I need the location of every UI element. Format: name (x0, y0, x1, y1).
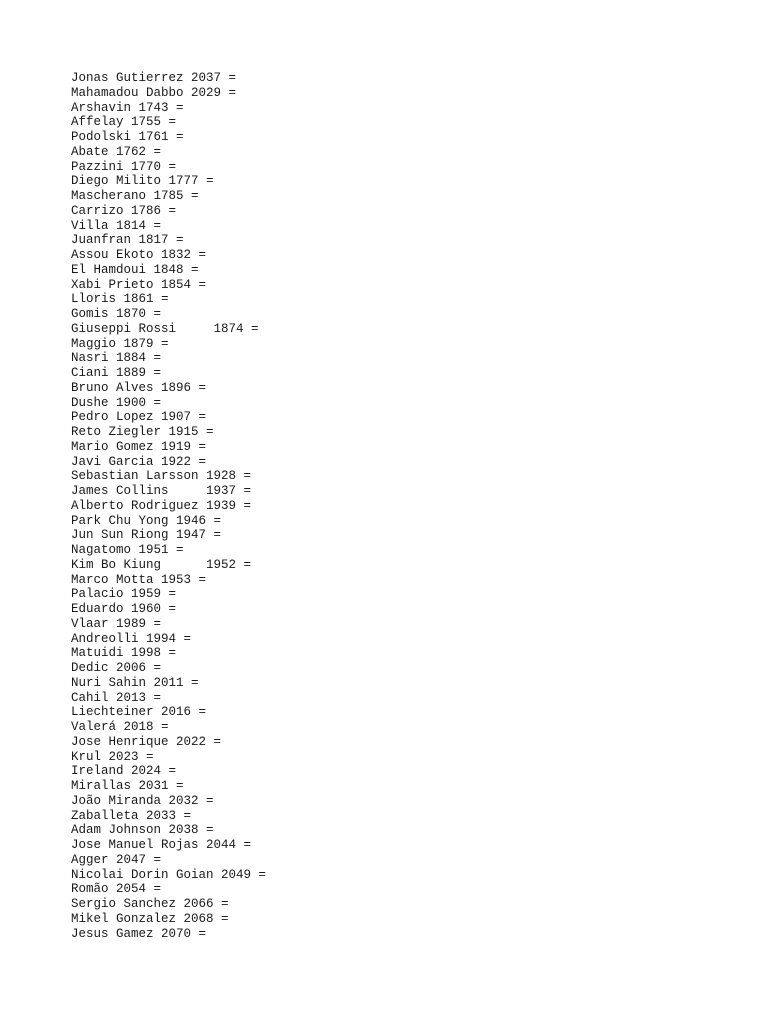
list-line: João Miranda 2032 = (71, 793, 214, 808)
list-line: Assou Ekoto 1832 = (71, 248, 207, 262)
list-line: Abate 1762 = (71, 144, 162, 159)
list-line: Sergio Sanchez 2066 = (71, 897, 229, 911)
list-line: Xabi Prieto 1854 = (71, 277, 207, 292)
list-line: Pazzini 1770 = (71, 159, 177, 174)
list-line: Javi Garcia 1922 = (71, 454, 207, 469)
list-line: Marco Motta 1953 = (71, 572, 207, 587)
list-line: Mikel Gonzalez 2068 = (71, 911, 229, 926)
list-line: Zaballeta 2033 = (71, 808, 192, 823)
list-line: Dushe 1900 = (71, 395, 162, 410)
list-line: Carrizo 1786 = (71, 203, 177, 218)
list-line: Nagatomo 1951 = (71, 543, 184, 557)
list-line: Reto Ziegler 1915 = (71, 425, 214, 439)
list-line: Krul 2023 = (71, 749, 154, 764)
list-line: Romão 2054 = (71, 882, 162, 897)
list-line: Arshavin 1743 = (71, 100, 184, 115)
list-line: Villa 1814 = (71, 218, 162, 233)
list-line: Valerá 2018 = (71, 720, 169, 734)
list-line: Andreolli 1994 = (71, 631, 192, 646)
list-line: Affelay 1755 = (71, 115, 177, 130)
list-line: Eduardo 1960 = (71, 602, 177, 616)
document-page (71, 71, 751, 941)
list-line: Juanfran 1817 = (71, 233, 184, 248)
list-line: Agger 2047 = (71, 852, 162, 867)
list-line: Ciani 1889 = (71, 366, 162, 380)
list-line: Palacio 1959 = (71, 587, 177, 602)
list-line: Park Chu Yong 1946 = (71, 513, 222, 528)
list-line: Kim Bo Kiung 1952 = (71, 557, 252, 572)
list-line: Sebastian Larsson 1928 = (71, 469, 252, 484)
list-line: Alberto Rodriguez 1939 = (71, 498, 252, 513)
list-line: Dedic 2006 = (71, 661, 162, 675)
list-line: Nicolai Dorin Goian 2049 = (71, 867, 267, 882)
list-line: Nuri Sahin 2011 = (71, 675, 199, 690)
list-line: Ireland 2024 = (71, 764, 177, 779)
list-line: Mahamadou Dabbo 2029 = (71, 85, 237, 100)
list-line: Nasri 1884 = (71, 351, 162, 366)
list-line: Cahil 2013 = (71, 690, 162, 705)
list-line: Mascherano 1785 = (71, 189, 199, 203)
list-line: Pedro Lopez 1907 = (71, 410, 207, 425)
list-line: Jose Manuel Rojas 2044 = (71, 838, 252, 852)
list-line: Gomis 1870 = (71, 307, 162, 321)
list-line: Lloris 1861 = (71, 292, 169, 307)
list-line: Jose Henrique 2022 = (71, 734, 222, 749)
list-line: Podolski 1761 = (71, 130, 184, 144)
list-line: Jesus Gamez 2070 = (71, 926, 207, 941)
list-line: Giuseppi Rossi 1874 = (71, 321, 259, 336)
list-line: Jun Sun Riong 1947 = (71, 528, 222, 543)
list-line: Mirallas 2031 = (71, 779, 184, 793)
list-line: Matuidi 1998 = (71, 646, 177, 661)
list-line: Maggio 1879 = (71, 336, 169, 351)
list-line: Jonas Gutierrez 2037 = (71, 71, 237, 85)
list-line: Liechteiner 2016 = (71, 705, 207, 720)
list-line: Adam Johnson 2038 = (71, 823, 214, 838)
player-list (71, 71, 751, 941)
list-line: El Hamdoui 1848 = (71, 262, 199, 277)
list-line: James Collins 1937 = (71, 484, 252, 498)
list-line: Mario Gomez 1919 = (71, 439, 207, 454)
list-line: Bruno Alves 1896 = (71, 380, 207, 395)
list-line: Vlaar 1989 = (71, 616, 162, 631)
list-line: Diego Milito 1777 = (71, 174, 214, 189)
